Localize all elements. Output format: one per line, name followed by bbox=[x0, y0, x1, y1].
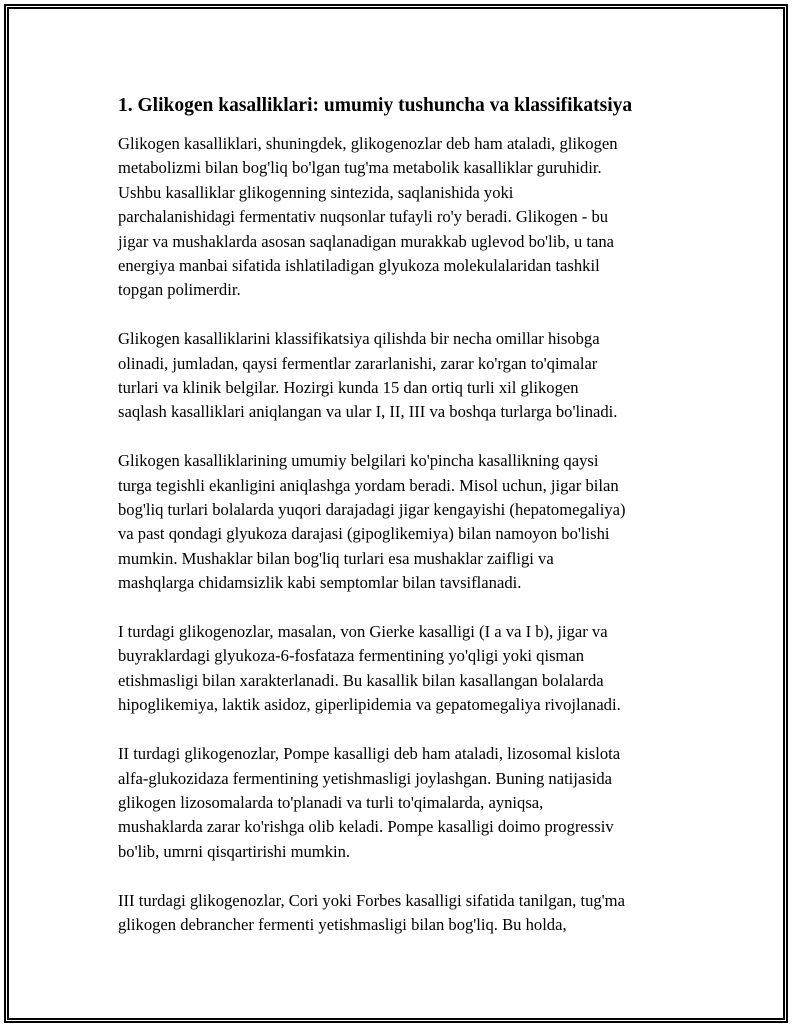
text-line: II turdagi glikogenozlar, Pompe kasalligi deb ham ataladi, lizosomal kislota bbox=[118, 744, 621, 764]
text-line: olinadi, jumladan, qaysi fermentlar zararlanishi, zarar ko'rgan to'qimalar bbox=[118, 353, 598, 373]
paragraph-classification bbox=[118, 327, 698, 425]
text-line: glikogen lizosomalarda to'planadi va turli to'qimalarda, ayniqsa, bbox=[118, 792, 544, 812]
document-content bbox=[118, 92, 698, 962]
text-line: mushaklarda zarar ko'rishga olib keladi. Pompe kasalligi doimo progressiv bbox=[118, 817, 614, 837]
text-line: etishmasligi bilan xarakterlanadi. Bu kasallik bilan kasallangan bolalarda bbox=[118, 670, 604, 690]
text-line: metabolizmi bilan bog'liq bo'lgan tug'ma metabolik kasalliklar guruhidir. bbox=[118, 158, 602, 178]
text-line: turlari va klinik belgilar. Hozirgi kunda 15 dan ortiq turli xil glikogen bbox=[118, 378, 579, 398]
text-line: hipoglikemiya, laktik asidoz, giperlipidemia va gepatomegaliya rivojlanadi. bbox=[118, 695, 621, 715]
text-line: Glikogen kasalliklarini klassifikatsiya qilishda bir necha omillar hisobga bbox=[118, 329, 600, 349]
text-line: buyraklardagi glyukoza-6-fosfataza fermentining yo'qligi yoki qisman bbox=[118, 646, 585, 666]
text-line: topgan polimerdir. bbox=[118, 280, 241, 300]
text-line: jigar va mushaklarda asosan saqlanadigan murakkab uglevod bo'lib, u tana bbox=[118, 231, 615, 251]
text-line: parchalanishidagi fermentativ nuqsonlar tufayli ro'y beradi. Glikogen - bu bbox=[118, 207, 609, 227]
paragraph-type-2 bbox=[118, 742, 698, 864]
text-line: Glikogen kasalliklarining umumiy belgilari ko'pincha kasallikning qaysi bbox=[118, 451, 599, 471]
text-line: saqlash kasalliklari aniqlangan va ular I, II, III va boshqa turlarga bo'linadi. bbox=[118, 402, 618, 422]
text-line: va past qondagi glyukoza darajasi (gipoglikemiya) bilan namoyon bo'lishi bbox=[118, 524, 610, 544]
text-line: turga tegishli ekanligini aniqlashga yordam beradi. Misol uchun, jigar bilan bbox=[118, 475, 619, 495]
paragraph-symptoms bbox=[118, 449, 698, 595]
text-line: bog'liq turlari bolalarda yuqori darajadagi jigar kengayishi (hepatomegaliya) bbox=[118, 500, 626, 520]
paragraph-intro bbox=[118, 132, 698, 303]
text-line: alfa-glukozidaza fermentining yetishmasligi joylashgan. Buning natijasida bbox=[118, 768, 612, 788]
text-line: Ushbu kasalliklar glikogenning sintezida, saqlanishida yoki bbox=[118, 182, 514, 202]
paragraph-type-1 bbox=[118, 620, 698, 718]
text-line: mumkin. Mushaklar bilan bog'liq turlari esa mushaklar zaifligi va bbox=[118, 548, 554, 568]
text-line: III turdagi glikogenozlar, Cori yoki Forbes kasalligi sifatida tanilgan, tug'ma bbox=[118, 890, 625, 910]
text-line: mashqlarga chidamsizlik kabi semptomlar bilan tavsiflanadi. bbox=[118, 573, 522, 593]
text-line: I turdagi glikogenozlar, masalan, von Gierke kasalligi (I a va I b), jigar va bbox=[118, 622, 608, 642]
text-line: glikogen debrancher fermenti yetishmasligi bilan bog'liq. Bu holda, bbox=[118, 914, 567, 934]
paragraph-type-3 bbox=[118, 889, 698, 938]
text-line: Glikogen kasalliklari, shuningdek, glikogenozlar deb ham ataladi, glikogen bbox=[118, 134, 618, 153]
text-line: bo'lib, umrni qisqartirishi mumkin. bbox=[118, 841, 351, 861]
text-line: energiya manbai sifatida ishlatiladigan glyukoza molekulalaridan tashkil bbox=[118, 256, 600, 276]
section-heading: 1. Glikogen kasalliklari: umumiy tushuncha va klassifikatsiya bbox=[118, 95, 633, 116]
